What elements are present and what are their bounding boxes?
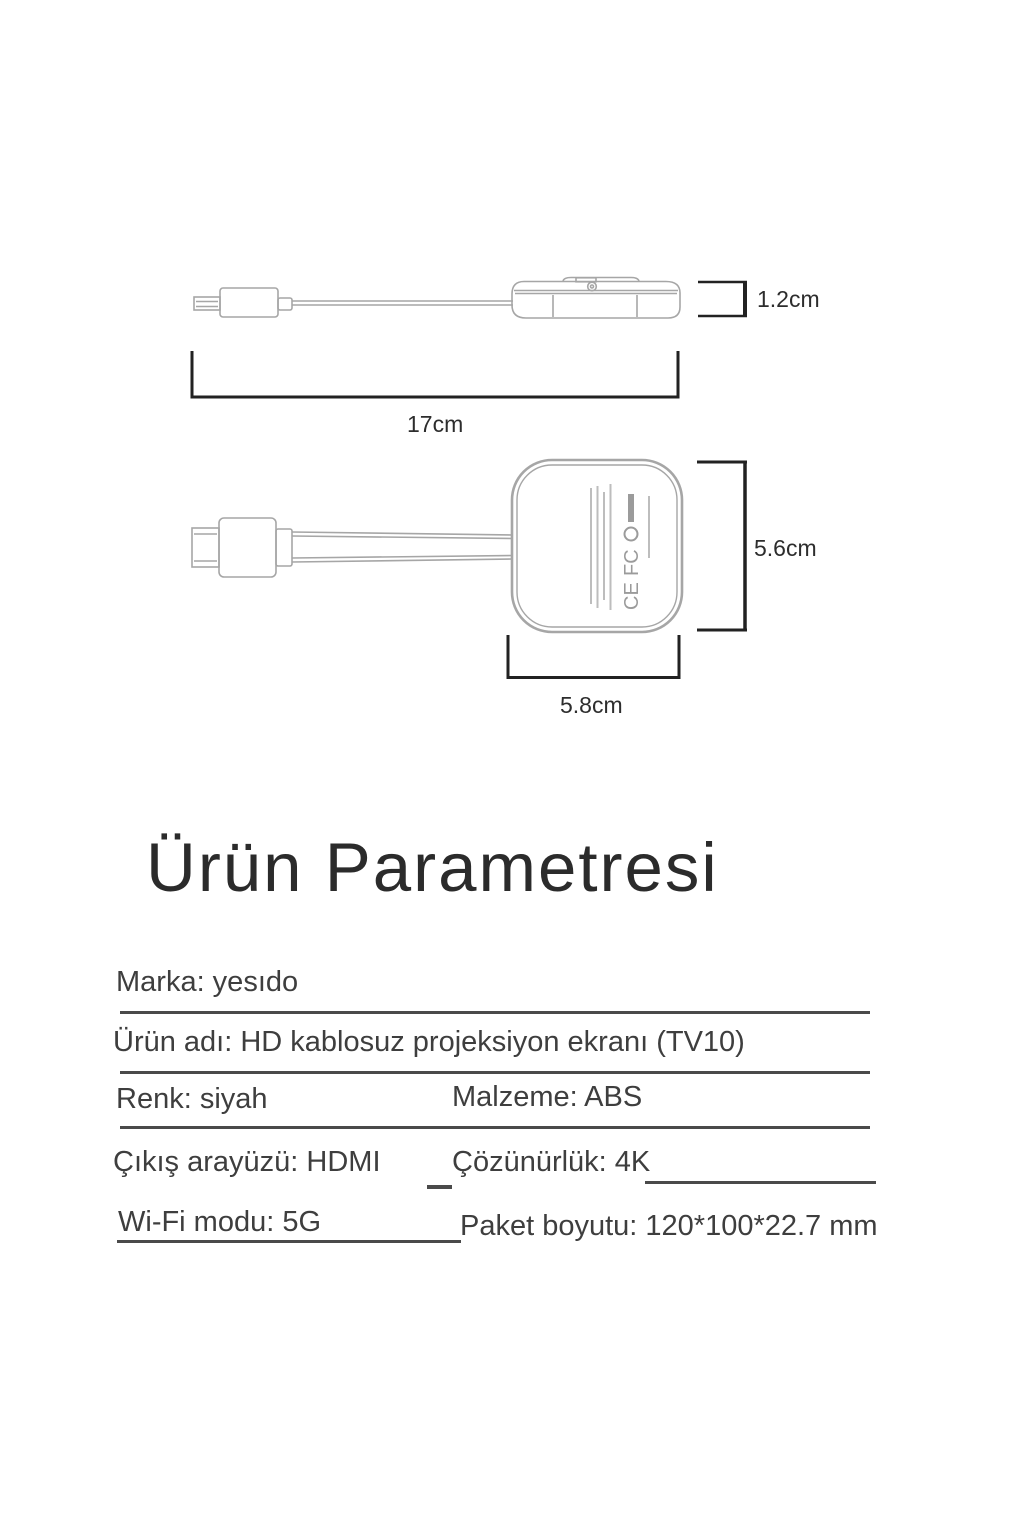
hdmi-connector-body-top bbox=[219, 518, 276, 577]
connector-neck-top bbox=[276, 529, 292, 566]
ce-mark-icon: CE bbox=[621, 582, 643, 610]
dimension-label-17cm: 17cm bbox=[407, 411, 464, 437]
spec-color: Renk: siyah bbox=[116, 1083, 268, 1115]
spec-package-size: Paket boyutu: 120*100*22.7 mm bbox=[460, 1210, 878, 1242]
short-underline bbox=[427, 1185, 452, 1189]
certification-circle-icon bbox=[625, 528, 638, 541]
dongle-body-side bbox=[512, 278, 680, 319]
row-divider bbox=[120, 1011, 870, 1014]
led-indicator bbox=[588, 282, 597, 291]
top-button-bump bbox=[563, 278, 639, 282]
dimension-label-5-6cm: 5.6cm bbox=[754, 535, 817, 561]
dimension-bracket-1-2cm bbox=[698, 281, 747, 317]
cable-top bbox=[292, 532, 513, 562]
row-underline bbox=[117, 1240, 461, 1243]
dimension-bracket-5-6cm bbox=[697, 461, 747, 632]
certification-block-icon bbox=[628, 494, 634, 522]
fcc-mark-icon: FC bbox=[621, 549, 643, 576]
row-divider-partial bbox=[645, 1181, 876, 1184]
device-regulatory-label bbox=[590, 484, 650, 610]
row-divider bbox=[120, 1071, 870, 1074]
hdmi-plug-tip-top bbox=[192, 528, 219, 567]
hdmi-plug-tip-side bbox=[194, 297, 220, 310]
dimension-bracket-5-8cm bbox=[507, 635, 681, 679]
connector-neck-side bbox=[278, 298, 292, 310]
dongle-side-view-drawing bbox=[194, 278, 680, 319]
spec-resolution: Çözünürlük: 4K bbox=[452, 1146, 651, 1178]
spec-brand: Marka: yesıdo bbox=[116, 966, 299, 998]
dongle-top-view-drawing bbox=[192, 460, 682, 632]
spec-wifi-mode: Wi-Fi modu: 5G bbox=[118, 1206, 322, 1238]
dimension-label-5-8cm: 5.8cm bbox=[560, 692, 623, 718]
hdmi-connector-body-side bbox=[220, 288, 278, 317]
spec-material: Malzeme: ABS bbox=[452, 1081, 643, 1113]
dimension-bracket-17cm bbox=[191, 351, 680, 398]
row-divider bbox=[120, 1126, 870, 1129]
spec-output-interface: Çıkış arayüzü: HDMI bbox=[113, 1146, 381, 1178]
dimension-label-1-2cm: 1.2cm bbox=[757, 286, 820, 312]
page-title: Ürün Parametresi bbox=[146, 829, 719, 906]
cable-side bbox=[292, 301, 513, 305]
spec-product-name: Ürün adı: HD kablosuz projeksiyon ekranı (TV10) bbox=[113, 1026, 745, 1058]
